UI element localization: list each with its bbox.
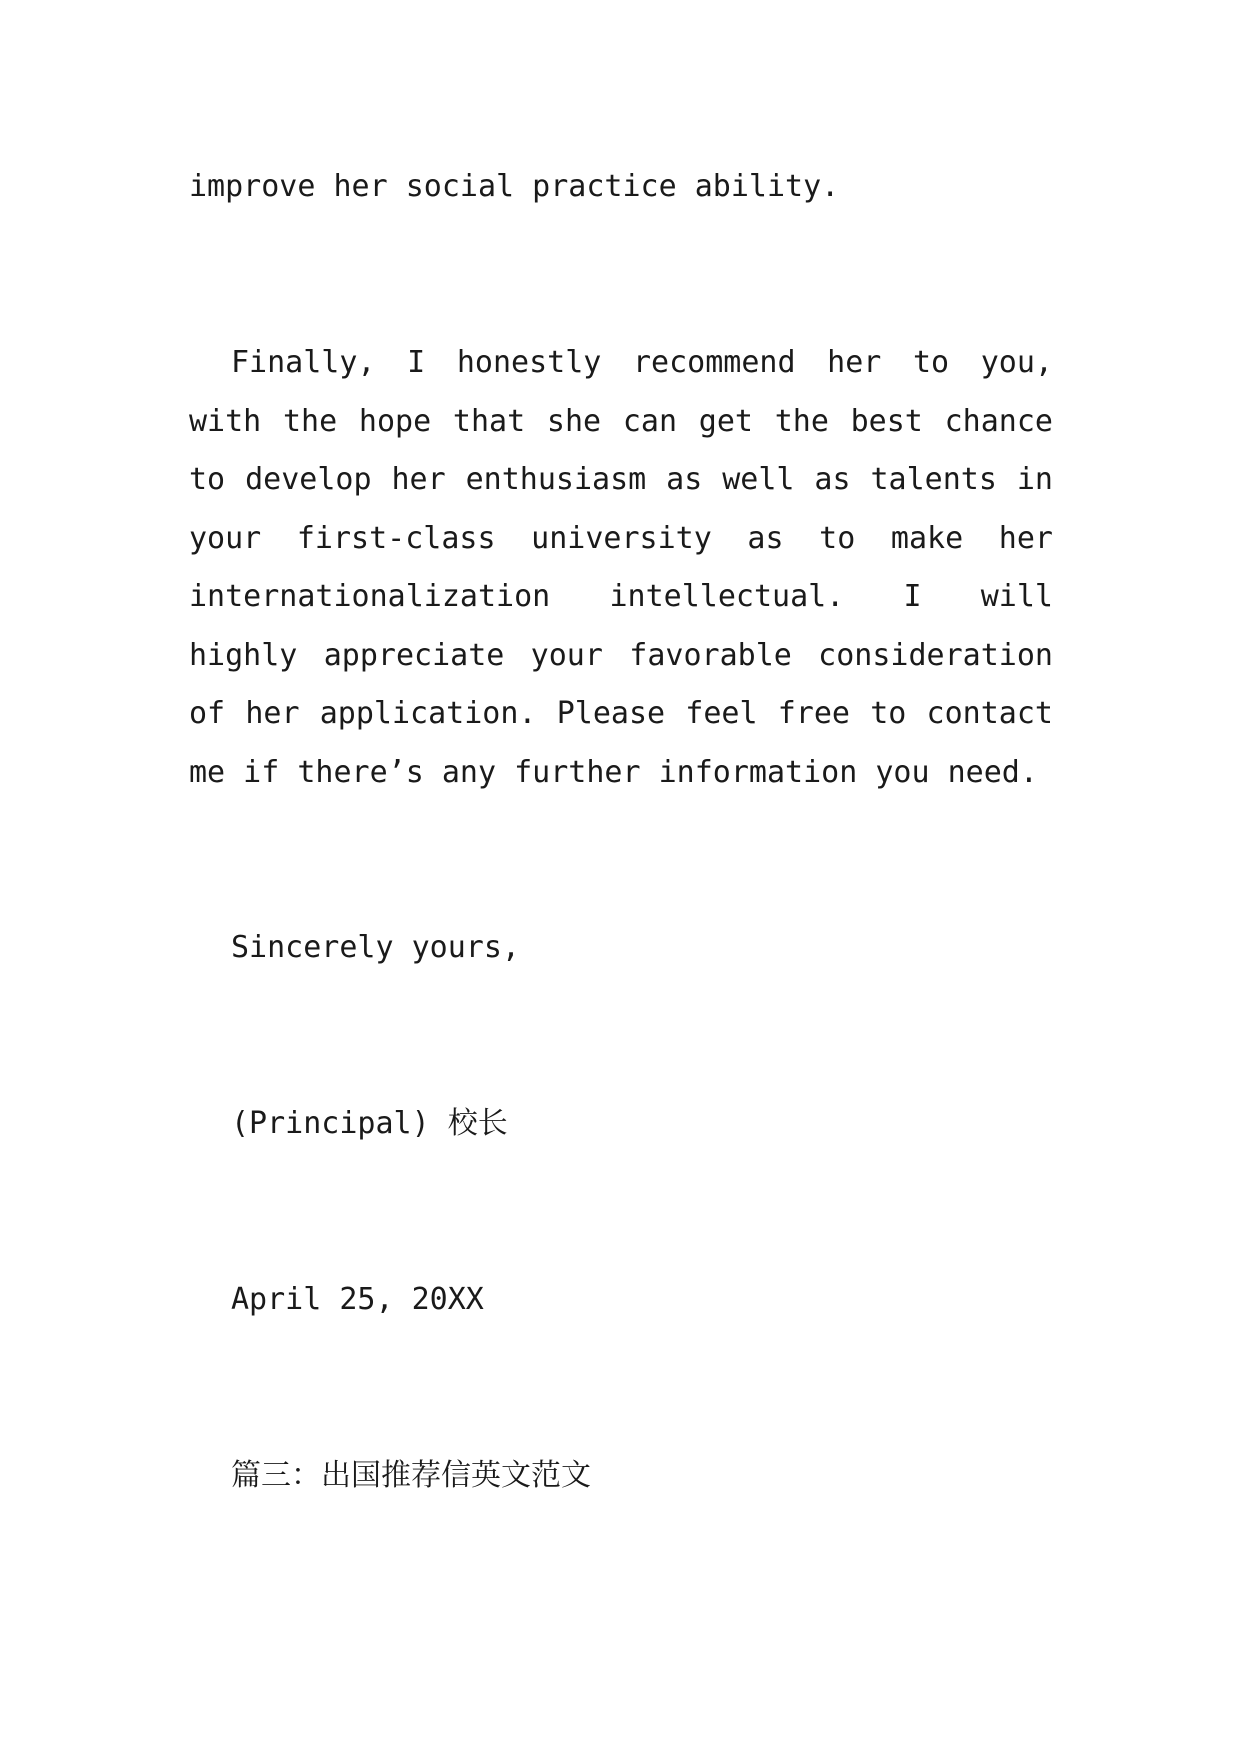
paragraph-closing-recommendation: Finally, I honestly recommend her to you, with the hope that she can get the best chance to develop her enthusiasm as well as talents in your first-class university as to make her internationalization intellectual. I will highly appreciate your favorable consideration of her application. Please feel free to contact me if there’s any further information you need. [189,345,1053,790]
letter-date: April 25, 20XX [231,1282,484,1317]
signature-line: (Principal) 校长 [231,1106,508,1141]
next-section-heading: 篇三：出国推荐信英文范文 [231,1458,591,1493]
paragraph-continuation: improve her social practice ability. [189,169,840,204]
valediction: Sincerely yours, [231,930,520,965]
